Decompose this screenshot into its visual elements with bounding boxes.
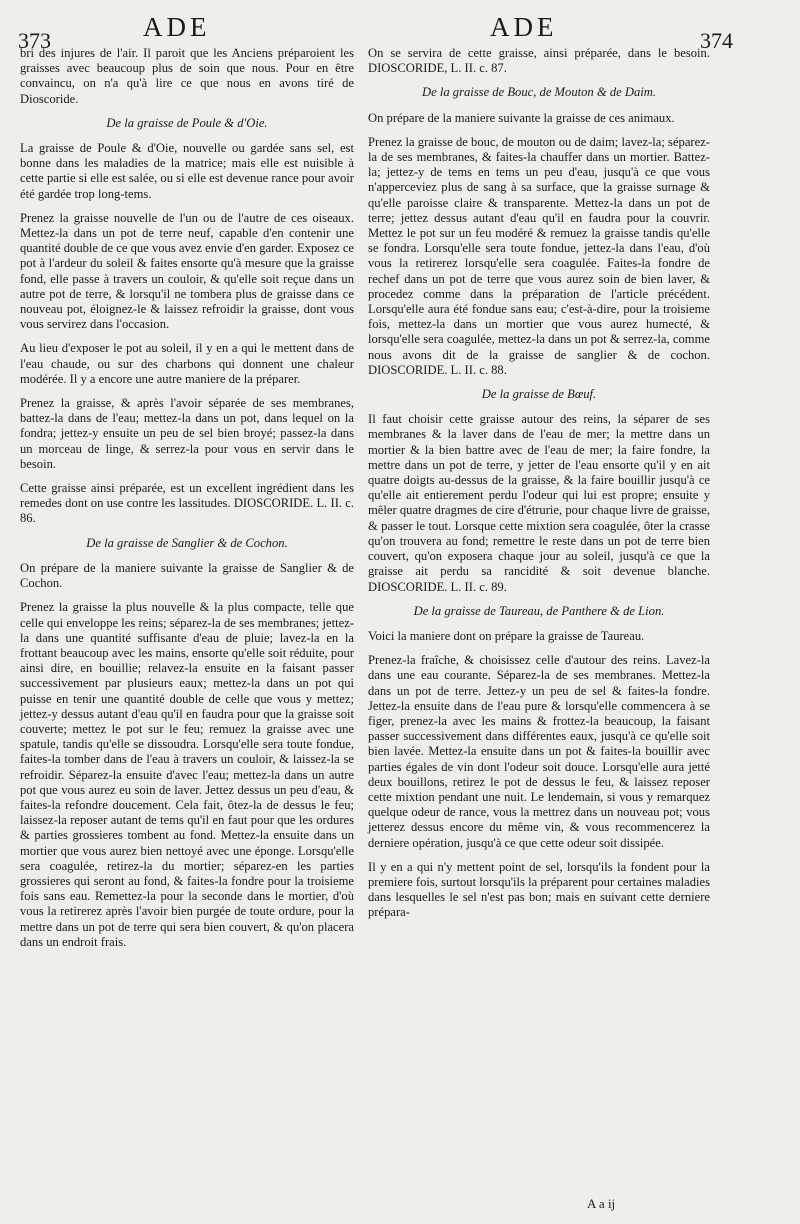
right-page-number: 374 [700, 28, 733, 53]
signature-mark: A a ij [587, 1196, 616, 1211]
left-column [20, 46, 354, 959]
paragraph: On se servira de cette graisse, ainsi préparée, dans le besoin. DIOSCORIDE, L. II. c. 87. [368, 46, 710, 76]
right-running-head: ADE [490, 12, 558, 42]
paragraph: On prépare de la maniere suivante la graisse de Sanglier & de Cochon. [20, 560, 354, 591]
paragraph: On prépare de la maniere suivante la graisse de ces animaux. [368, 110, 675, 125]
paragraph: Il y en a qui n'y mettent point de sel, lorsqu'ils la fondent pour la premiere fois, surtout lorsqu'ils la préparent pour certaines maladies dans lesquelles le sel n'est pas bon; mais en suivant cette derniere prépara- [368, 859, 710, 920]
paragraph: Prenez la graisse la plus nouvelle & la plus compacte, telle que celle qui enveloppe les reins; séparez-la de ses membranes; jettez-la dans une quantité suffisante d'eau de pluie; lavez-la en la frottant beaucoup avec les mains, ensorte qu'elle soit réduite, pour ainsi dire, en bouillie; relavez-la ensuite en la faisant passer successivement par plusieurs eaux; mettez-la dans un pot qui puisse en tenir une quantité double de celle que vous y mettez; jettez-y dessus autant d'eau qu'il en faudra pour que la graisse soit couverte; mettez le pot sur le feu; remuez la graisse avec une spatule, tandis qu'elle se dissoudra. Lorsqu'elle sera toute fondue, faites-la tomber dans de l'eau à travers un couloir, & laissez-la se refroidir. Séparez-la ensuite d'avec l'eau; mettez-la dans un autre pot que vous aurez eu soin de laver. Jettez dessus un peu d'eau, & faites-la refondre doucement. Cela fait, ôtez-la de dessus le feu; laissez-la reposer autant de tems qu'il en faut pour que les ordures & parties grossieres tombent au fond. Mettez-la ensuite dans un mortier que vous aurez bien nettoyé avec une éponge. Lorsqu'elle sera coagulée, retirez-la du mortier; séparez-en les parties grossieres qui seront au fond, & faites-la fondre pour la troisieme fois sans eau. Remettez-la pour la seconde dans le mortier, d'où vous la retirerez après l'avoir bien purgée de toute ordure, pour la mettre dans un pot de terre qui sera bien couvert, & qu'on placera dans un endroit frais. [20, 600, 354, 949]
paragraph: Prenez-la fraîche, & choisissez celle d'autour des reins. Lavez-la dans une eau courante. Séparez-la de ses membranes. Mettez-la dans un pot de terre. Jettez-y un peu de sel & faites-la fondre. Jettez-la ensuite dans de l'eau pure & lorsqu'elle commencera à se figer, prenez-la avec les mains & frottez-la beaucoup, la faisant passer successivement dans différentes eaux, jusqu'à ce qu'elle soit bien lavée. Mettez-la ensuite dans un pot & faites-la bouillir avec parties égales de vin dont l'odeur soit douce. Lorsqu'elle aura jetté deux bouillons, retirez le pot de dessus le feu, & laissez reposer cette mixtion pendant une nuit. Le lendemain, si vous y remarquez quelque odeur de rance, vous la mettrez dans un nouveau pot; vous jetterez dessus encore du même vin, & vous recommencerez la derniere opération, jusqu'à ce que cette odeur soit dissipée. [368, 653, 710, 850]
section-heading: De la graisse de Poule & d'Oie. [106, 115, 268, 130]
paragraph: bri des injures de l'air. Il paroit que les Anciens préparoient les graisses avec beaucoup plus de soin que nous. Pour en être convaincu, on n'a qu'à lire ce que nous en avons tiré de Dioscoride. [20, 46, 354, 106]
right-column [368, 46, 710, 930]
paragraph: Cette graisse ainsi préparée, est un excellent ingrédient dans les remedes dont on use contre les lassitudes. DIOSCORIDE. L. II. c. 86. [20, 481, 354, 526]
section-heading: De la graisse de Sanglier & de Cochon. [86, 535, 288, 550]
paragraph: Prenez la graisse, & après l'avoir séparée de ses membranes, battez-la dans de l'eau; mettez-la dans un pot, dans lequel on la fondra; jettez-y ensuite un peu de sel bien broyé; passez-la dans un morceau de linge, & serrez-la pour vous en servir dans le besoin. [20, 396, 354, 471]
section-heading: De la graisse de Bœuf. [481, 387, 597, 402]
section-heading: De la graisse de Bouc, de Mouton & de Daim. [422, 85, 656, 100]
paragraph: Prenez la graisse nouvelle de l'un ou de l'autre de ces oiseaux. Mettez-la dans un pot de terre neuf, capable d'en contenir une quantité double de ce que vous avez envie d'en garder. Exposez ce pot à l'ardeur du soleil & faites ensorte qu'à mesure que la graisse fond, elle passe à travers un couloir, & qu'elle soit reçue dans un autre pot de terre, & lorsqu'il ne tombera plus de graisse dans ce nouveau pot, éloignez-le & laissez refroidir la graisse, dont vous vous servirez dans l'occasion. [20, 210, 354, 332]
paragraph: Il faut choisir cette graisse autour des reins, la séparer de ses membranes & la laver dans de l'eau de mer; la mettre dans un mortier & la bien battre avec de l'eau de mer; la faire fondre, la mettre dans un pot de terre, y jetter de l'eau ensorte qu'il y en ait quatre doigts au-dessus de la graisse, & la faire bouillir jusqu'à ce qu'elle ait entierement perdu l'odeur qui lui est propre; ensuite y mêler quatre dragmes de cire d'étrurie, pour chaque livre de graisse, & passer le tout. Lorsque cette mixtion sera coagulée, ôter la crasse qu'on trouvera au fond; remettre le reste dans un pot de terre bien couvert, qu'on exposera chaque jour au soleil, jusqu'à ce que la graisse ait perdu sa rancidité & soit devenue blanche. DIOSCORIDE. L. II. c. 89. [368, 412, 710, 594]
paragraph: Au lieu d'exposer le pot au soleil, il y en a qui le mettent dans de l'eau chaude, ou sur des charbons qui donnent une chaleur modérée. Il y a encore une autre maniere de la préparer. [20, 341, 354, 386]
paragraph: La graisse de Poule & d'Oie, nouvelle ou gardée sans sel, est bonne dans les maladies de la matrice; mais elle est nuisible à cette partie si elle est salée, ou si elle est devenue rance pour avoir été gardée trop long-tems. [20, 141, 354, 201]
left-page-number: 373 [18, 28, 51, 53]
section-heading: De la graisse de Taureau, de Panthere & de Lion. [413, 603, 665, 618]
paragraph: Prenez la graisse de bouc, de mouton ou de daim; lavez-la; séparez-la de ses membranes, & faites-la chauffer dans un mortier. Battez-la; jettez-y de tems en tems un peu d'eau, jusqu'à ce que vous n'apperceviez plus de sang à sa surface, que la graisse surnage & qu'elle paroisse claire & transparente. Mettez-la dans un pot de terre; jettez dessus autant d'eau qu'il en faudra pour la couvrir. Mettez le pot sur un feu modéré & remuez la graisse tandis qu'elle se fondra. Lorsqu'elle sera toute fondue, jettez-la dans l'eau, d'où vous la retirerez lorsqu'elle sera coagulée. Faites-la fondre de rechef dans un pot de terre que vous aurez soin de bien laver, & procedez comme dans la préparation de l'article précédent. Lorsqu'elle aura été fondue sans eau; c'est-à-dire, pour la troisieme fois, mettez-la dans un mortier que vous aurez humecté, & lorsqu'elle sera coagulée, mettez-la dans un pot & serrez-la, comme nous avons dit de la graisse de sanglier & de cochon. DIOSCORIDE. L. II. c. 88. [368, 134, 710, 377]
left-running-head: ADE [143, 12, 211, 42]
paragraph: Voici la maniere dont on prépare la graisse de Taureau. [368, 628, 645, 643]
